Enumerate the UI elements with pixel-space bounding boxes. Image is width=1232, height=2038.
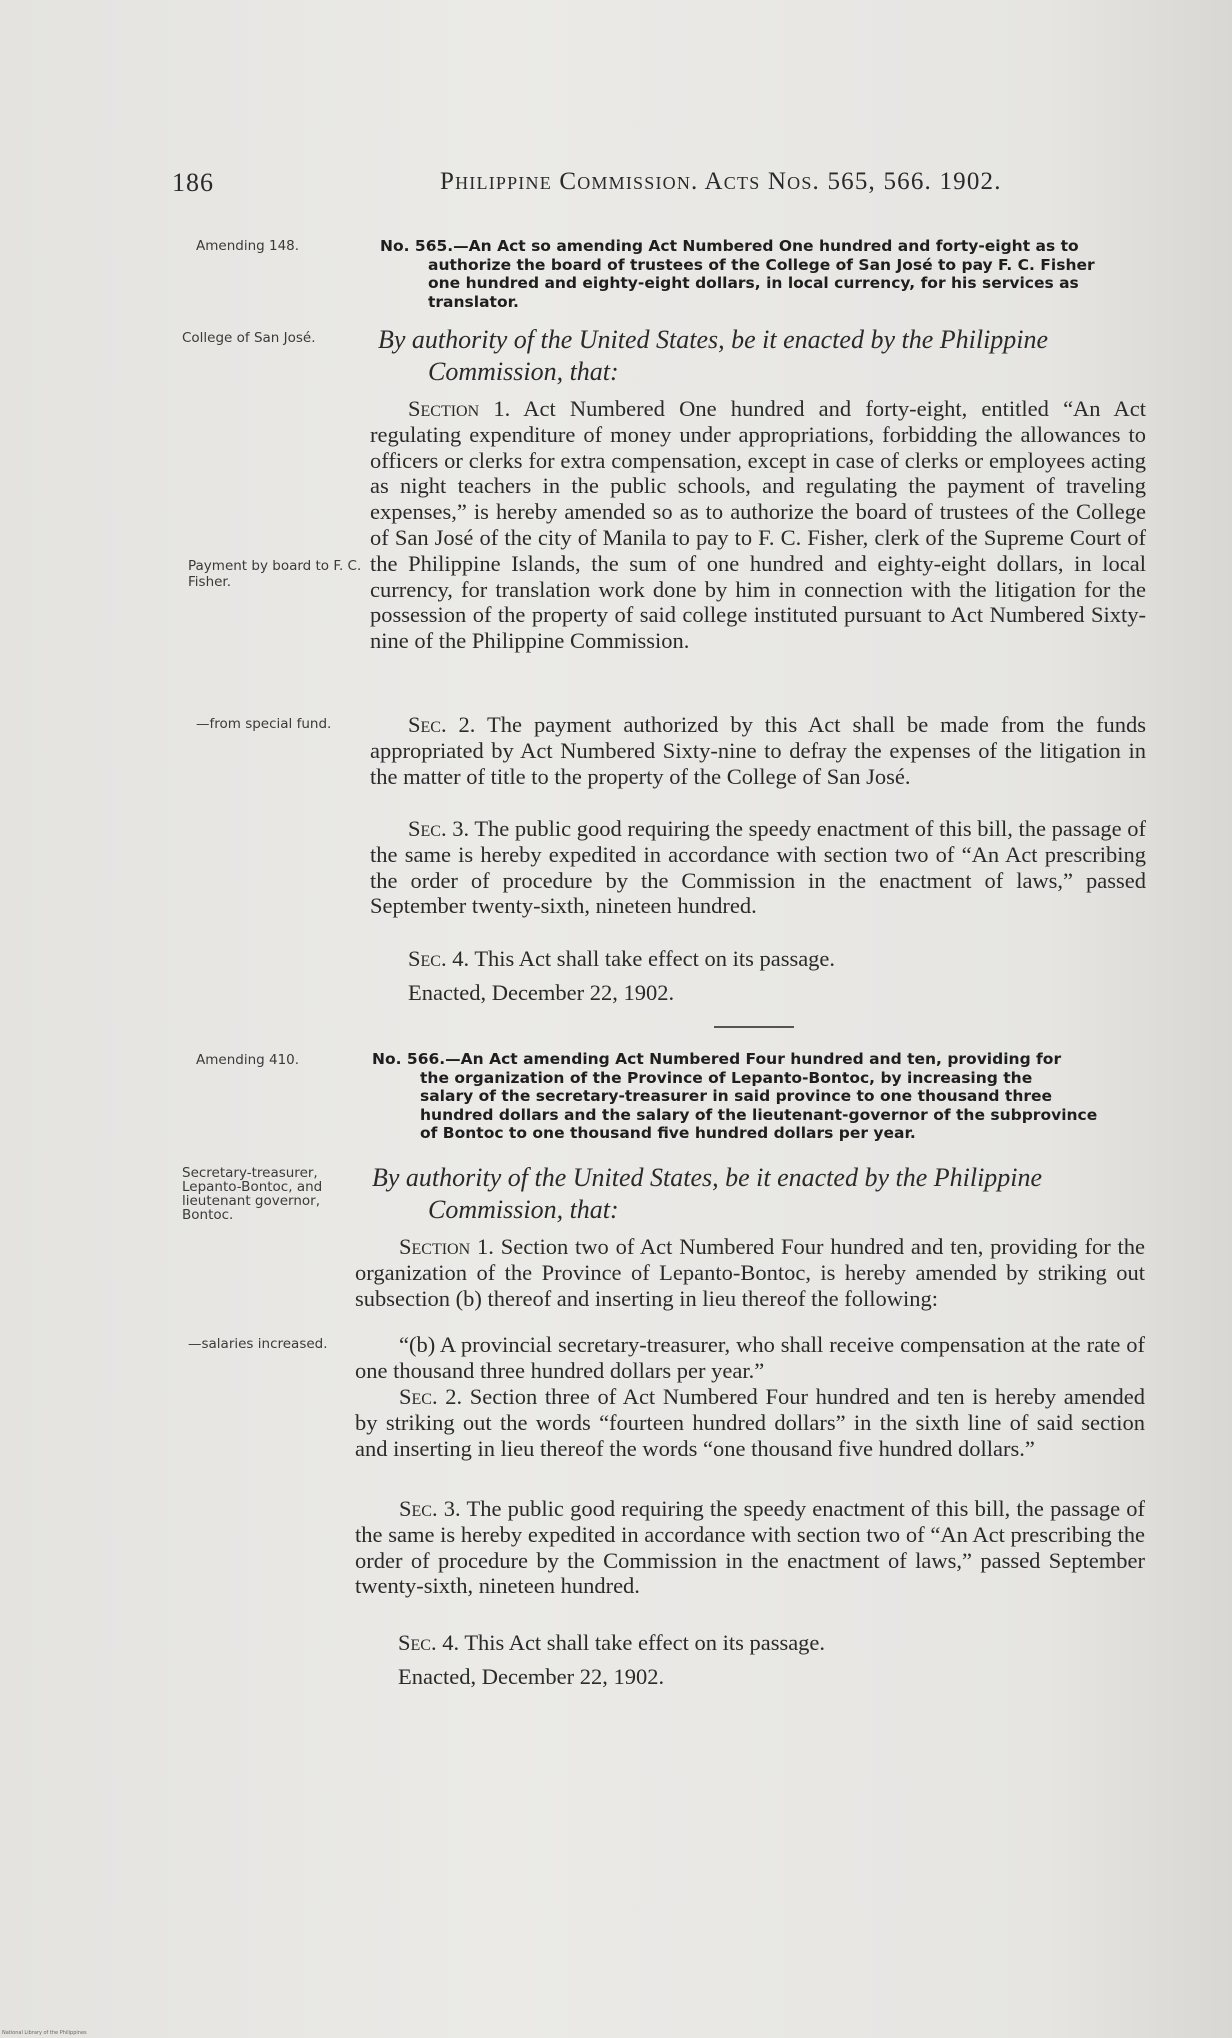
act-566-section-1 xyxy=(355,1234,1145,1311)
section-label: Sec. 4. xyxy=(408,946,470,971)
page-number: 186 xyxy=(172,168,214,197)
act-566-section-3 xyxy=(355,1496,1145,1599)
act-565-enacting-clause xyxy=(378,324,1148,388)
section-text: Section three of Act Numbered Four hundred and ten is hereby amended by striking out the words “fourteen hundred dollars” in the sixth line of said section and inserting in lieu thereof the words “one thousand five hundred dollars.” xyxy=(355,1384,1146,1461)
act-565-enacted-date: Enacted, December 22, 1902. xyxy=(408,980,675,1005)
section-label: Section 1. xyxy=(408,396,511,421)
section-label: Sec. 2. xyxy=(408,712,476,737)
margin-note-payment: Payment by board to F. C. Fisher. xyxy=(188,558,362,590)
act-566-enacted-date: Enacted, December 22, 1902. xyxy=(398,1664,665,1689)
footer-attribution: National Library of the Philippines xyxy=(2,2030,87,2036)
act-566-title-line: salary of the secretary-treasurer in said province to one thousand three xyxy=(420,1087,1053,1105)
section-text: Section two of Act Numbered Four hundred and ten, providing for the organization of the Province of Lepanto-Bontoc, is hereby amended by striking out subsection (b) thereof and inserting in lieu thereof the following: xyxy=(355,1234,1146,1311)
section-label: Sec. 3. xyxy=(399,1496,461,1521)
enacting-line: Commission, that: xyxy=(428,1195,619,1224)
act-566-title-line: the organization of the Province of Lepanto-Bontoc, by increasing the xyxy=(420,1068,1033,1087)
enacting-line: By authority of the United States, be it enacted by the Philippine xyxy=(372,1163,1043,1192)
running-head: Philippine Commission. Acts Nos. 565, 566. 1902. xyxy=(440,168,1002,195)
act-565-section-3 xyxy=(370,816,1146,919)
act-565-section-4 xyxy=(408,946,1148,972)
margin-note-amending-148: Amending 148. xyxy=(196,238,300,254)
section-text: The public good requiring the speedy enactment of this bill, the passage of the same is hereby expedited in accordance with section two of “An Act prescribing the order of procedure by the Commission in the enactment of laws,” passed September twenty-sixth, nineteen hundred. xyxy=(355,1496,1145,1599)
act-565-section-1 xyxy=(370,396,1146,654)
section-label: Sec. 3. xyxy=(408,816,470,841)
section-label: Sec. 4. xyxy=(398,1630,460,1655)
margin-note-salaries: —salaries increased. xyxy=(188,1336,328,1352)
act-565-title-line: translator. xyxy=(428,292,519,311)
section-text: This Act shall take effect on its passage. xyxy=(474,946,836,971)
act-565-section-2 xyxy=(370,712,1146,789)
margin-note-special-fund: —from special fund. xyxy=(196,716,332,732)
act-566-title-line: of Bontoc to one thousand five hundred dollars per year. xyxy=(420,1124,916,1142)
act-566-title xyxy=(372,1050,1148,1143)
act-566-section-4 xyxy=(398,1630,1146,1656)
act-566-section-2 xyxy=(355,1384,1145,1461)
section-label: Sec. 2. xyxy=(399,1384,463,1409)
act-565-title-line: one hundred and eighty-eight dollars, in local currency, for his services as xyxy=(428,274,1079,292)
margin-note-amending-410: Amending 410. xyxy=(196,1052,300,1068)
act-566-title-line: hundred dollars and the salary of the lieutenant-governor of the subprovince xyxy=(420,1105,1098,1124)
act-566-title-line: No. 566.—An Act amending Act Numbered Four hundred and ten, providing for xyxy=(372,1050,1062,1068)
section-label: Section 1. xyxy=(399,1234,494,1259)
act-565-title-line: authorize the board of trustees of the College of San José to pay F. C. Fisher xyxy=(428,255,1095,274)
act-565-title xyxy=(380,237,1140,311)
act-566-quoted-subsection: “(b) A provincial secretary-treasurer, who shall receive compensation at the rate of one thousand three hundred dollars per year.” xyxy=(355,1332,1145,1383)
section-text: Act Numbered One hundred and forty-eight, entitled “An Act regulating expenditure of money under appropriations, forbidding the allowances to officers or clerks for extra compensation, except in case of clerks or employees acting as night teachers in the public schools, and regulating the payment of traveling expenses,” is hereby amended so as to authorize the board of trustees of the College of San José of the city of Manila to pay to F. C. Fisher, clerk of the Supreme Court of the Philippine Islands, the sum of one hundred and eighty-eight dollars, in local currency, for translation work done by him in connection with the litigation for the possession of the property of said college instituted pursuant to Act Numbered Sixty-nine of the Philippine Commission. xyxy=(370,396,1146,654)
act-565-title-line: No. 565.—An Act so amending Act Numbered One hundred and forty-eight as to xyxy=(380,237,1079,255)
margin-note-college: College of San José. xyxy=(182,330,316,346)
margin-note-officers: Secretary-treasurer, Lepanto-Bontoc, and lieutenant governor, Bontoc. xyxy=(182,1165,323,1223)
act-566-enacting-clause xyxy=(372,1162,1148,1226)
section-divider xyxy=(714,1026,794,1028)
section-text: The public good requiring the speedy enactment of this bill, the passage of the same is hereby expedited in accordance with section two of “An Act prescribing the order of procedure by the Commission in the enactment of laws,” passed September twenty-sixth, nineteen hundred. xyxy=(370,816,1147,919)
section-text: This Act shall take effect on its passage. xyxy=(464,1630,826,1655)
section-text: The payment authorized by this Act shall be made from the funds appropriated by Act Numbered Sixty-nine to defray the expenses of the litigation in the matter of title to the property of the College of San José. xyxy=(370,712,1146,789)
enacting-line: By authority of the United States, be it enacted by the Philippine xyxy=(378,325,1049,354)
enacting-line: Commission, that: xyxy=(428,357,619,386)
